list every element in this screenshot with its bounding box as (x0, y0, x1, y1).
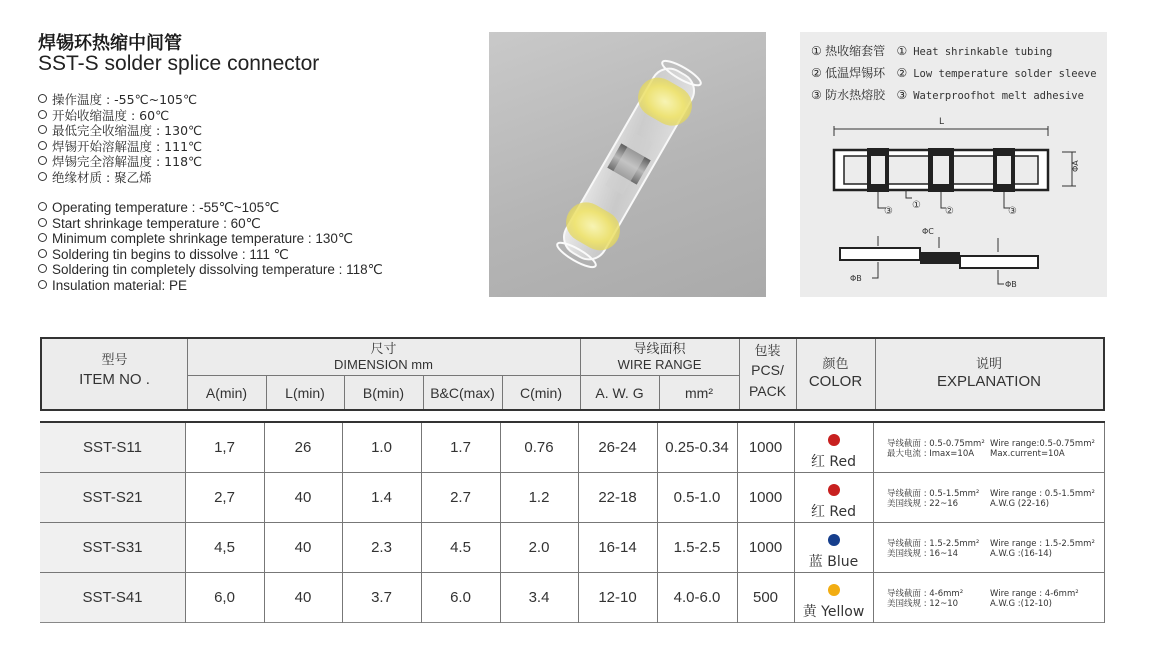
explanation-en: Wire range : 1.5-2.5mm² A.W.G :(16-14) (990, 539, 1095, 559)
cell-bc: 6.0 (450, 589, 471, 606)
cell-c: 1.2 (528, 489, 550, 506)
color-dot (828, 534, 840, 546)
cell-c: 3.4 (528, 589, 550, 606)
spec-item: Minimum complete shrinkage temperature : 130℃ (38, 231, 383, 247)
table-body (40, 421, 1105, 623)
cell-b: 1.0 (371, 439, 392, 456)
bullet-icon (38, 233, 47, 242)
cell-item: SST-S31 (40, 523, 185, 572)
bullet-icon (38, 249, 47, 258)
table-header (40, 337, 1105, 411)
header-l-min: L(min) (285, 385, 325, 401)
callout-3-left: ③ (884, 206, 893, 217)
explanation-en: Wire range : 4-6mm² A.W.G :(12-10) (990, 589, 1079, 609)
header-item: 型号 ITEM NO . (79, 353, 150, 388)
label-phiA: ΦA (1071, 160, 1080, 172)
label-L: L (939, 117, 945, 127)
cell-color: 黄 Yellow (794, 573, 873, 623)
table-row (40, 523, 1105, 573)
product-photo (489, 32, 766, 297)
color-dot (828, 434, 840, 446)
spec-item: 焊锡完全溶解温度 : 118℃ (38, 154, 202, 170)
cell-b: 3.7 (371, 589, 392, 606)
cell-awg: 16-14 (598, 539, 637, 556)
header-dimension: 尺寸 DIMENSION mm (334, 342, 433, 372)
cell-pack: 1000 (748, 439, 783, 456)
label-phiB-left: ΦB (850, 274, 862, 283)
header-mm2: mm² (685, 385, 713, 401)
legend-item-3: ③ 防水热熔胶 ③ Waterproofhot melt adhesive (811, 88, 1084, 102)
cell-pack: 1000 (748, 489, 783, 506)
spec-list-chinese (38, 92, 202, 185)
explanation-cn: 导线截面 : 0.5-0.75mm² 最大电流 : Imax=10A (887, 439, 985, 459)
cell-a: 2,7 (214, 489, 235, 506)
cell-item: SST-S41 (40, 573, 185, 622)
cell-bc: 2.7 (450, 489, 471, 506)
cell-b: 2.3 (371, 539, 392, 556)
splice-connector-image (489, 32, 766, 297)
cell-bc: 4.5 (450, 539, 471, 556)
explanation-cn: 导线截面 : 4-6mm² 美国线规 : 12~10 (887, 589, 964, 609)
spec-item: 焊锡开始溶解温度 : 111℃ (38, 139, 202, 155)
spec-item: Soldering tin completely dissolving temperature : 118℃ (38, 262, 383, 278)
spec-item: Start shrinkage temperature : 60℃ (38, 216, 383, 232)
cell-color: 红 Red (794, 473, 873, 523)
bullet-icon (38, 280, 47, 289)
spec-item: Insulation material: PE (38, 278, 383, 294)
cell-mm2: 4.0-6.0 (673, 589, 721, 606)
cell-pack: 500 (752, 589, 779, 606)
cell-awg: 22-18 (598, 489, 637, 506)
bullet-icon (38, 172, 47, 181)
header-awg: A. W. G (595, 385, 644, 401)
callout-1: ① (912, 200, 921, 211)
cell-mm2: 0.5-1.0 (673, 489, 721, 506)
cell-a: 1,7 (214, 439, 235, 456)
header-explanation: 说明 EXPLANATION (937, 357, 1041, 390)
bullet-icon (38, 202, 47, 211)
table-row (40, 473, 1105, 523)
header-pack: 包装 PCS/ PACK (748, 344, 787, 399)
cell-color: 红 Red (794, 423, 873, 473)
cell-pack: 1000 (748, 539, 783, 556)
cell-l: 26 (294, 439, 312, 456)
header-b-min: B(min) (362, 385, 405, 401)
cell-bc: 1.7 (450, 439, 471, 456)
bullet-icon (38, 141, 47, 150)
cell-c: 0.76 (524, 439, 554, 456)
title-english: SST-S solder splice connector (38, 52, 320, 75)
explanation-cn: 导线截面 : 0.5-1.5mm² 美国线规 : 22~16 (887, 489, 980, 509)
spec-item: 操作温度 : -55℃~105℃ (38, 92, 202, 108)
spec-item: Operating temperature : -55℃~105℃ (38, 200, 383, 216)
table-row (40, 423, 1105, 473)
spec-item: 绝缘材质 : 聚乙烯 (38, 170, 202, 186)
bullet-icon (38, 156, 47, 165)
header-bc-max: B&C(max) (430, 385, 495, 401)
bullet-icon (38, 110, 47, 119)
cell-b: 1.4 (371, 489, 392, 506)
spec-list-english (38, 200, 383, 293)
label-phiC: ΦC (922, 227, 934, 236)
cell-l: 40 (294, 489, 312, 506)
cell-mm2: 0.25-0.34 (665, 439, 729, 456)
callout-3-right: ③ (1008, 206, 1017, 217)
label-phiB-right: ΦB (1005, 280, 1017, 289)
cell-color: 蓝 Blue (794, 523, 873, 573)
spec-item: 开始收缩温度 : 60℃ (38, 108, 202, 124)
bullet-icon (38, 125, 47, 134)
cell-awg: 12-10 (598, 589, 637, 606)
color-dot (828, 584, 840, 596)
cell-a: 6,0 (214, 589, 235, 606)
explanation-en: Wire range : 0.5-1.5mm² A.W.G (22-16) (990, 489, 1095, 509)
table-row (40, 573, 1105, 623)
explanation-en: Wire range:0.5-0.75mm² Max.current=10A (990, 439, 1095, 459)
header-color: 颜色 COLOR (808, 357, 863, 390)
cell-l: 40 (294, 589, 312, 606)
title-chinese: 焊锡环热缩中间管 (38, 33, 182, 54)
bullet-icon (38, 94, 47, 103)
bullet-icon (38, 264, 47, 273)
header-wire-range: 导线面积 WIRE RANGE (617, 342, 702, 372)
header-c-min: C(min) (520, 385, 562, 401)
legend-item-2: ② 低温焊锡环 ② Low temperature solder sleeve (811, 66, 1097, 80)
spec-item: Soldering tin begins to dissolve : 111 ℃ (38, 247, 383, 263)
cell-item: SST-S11 (40, 423, 185, 472)
bullet-icon (38, 218, 47, 227)
cell-item: SST-S21 (40, 473, 185, 522)
color-dot (828, 484, 840, 496)
cell-l: 40 (294, 539, 312, 556)
cell-c: 2.0 (528, 539, 550, 556)
cell-a: 4,5 (214, 539, 235, 556)
explanation-cn: 导线截面 : 1.5-2.5mm² 美国线规 : 16~14 (887, 539, 980, 559)
legend-item-1: ① 热收缩套管 ① Heat shrinkable tubing (811, 44, 1053, 58)
header-a-min: A(min) (205, 385, 248, 401)
callout-2: ② (945, 206, 954, 217)
cell-mm2: 1.5-2.5 (673, 539, 721, 556)
cell-awg: 26-24 (598, 439, 637, 456)
spec-item: 最低完全收缩温度 : 130℃ (38, 123, 202, 139)
